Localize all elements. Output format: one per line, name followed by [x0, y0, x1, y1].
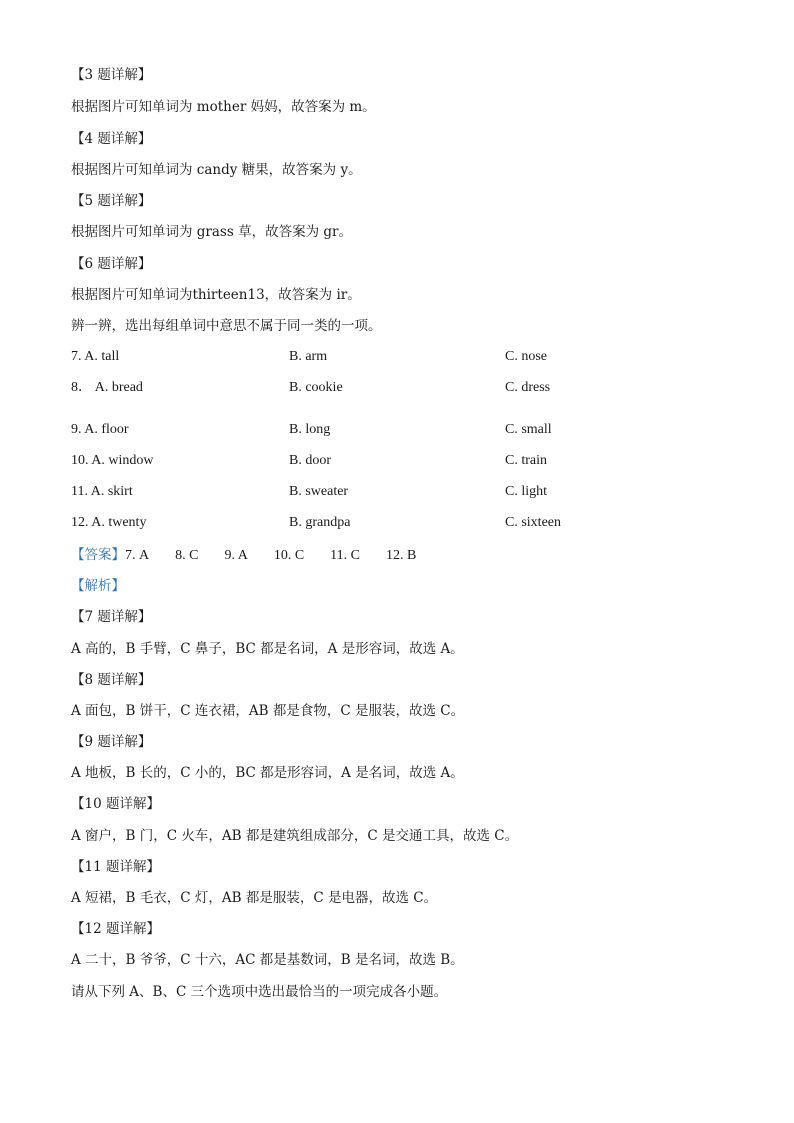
option-a: 12. A. twenty — [71, 515, 147, 530]
answer-item: 10. C — [273, 548, 305, 563]
explanation-7: A 高的，B 手臂，C 鼻子，BC 都是名词，A 是形容词，故选 A。 — [71, 641, 464, 657]
section-heading-12: 【12 题详解】 — [71, 921, 160, 937]
option-b: B. sweater — [289, 484, 349, 499]
explanation-9: A 地板，B 长的，C 小的，BC 都是形容词，A 是名词，故选 A。 — [71, 765, 464, 781]
option-b: B. grandpa — [289, 515, 351, 530]
instruction-text: 辨一辨，选出每组单词中意思不属于同一类的一项。 — [71, 318, 382, 334]
section-heading-8: 【8 题详解】 — [71, 672, 152, 688]
explanation-6: 根据图片可知单词为thirteen13，故答案为 ir。 — [71, 287, 361, 303]
section-heading-6: 【6 题详解】 — [71, 256, 152, 272]
section-heading-11: 【11 题详解】 — [71, 859, 160, 875]
explanation-5: 根据图片可知单词为 grass 草，故答案为 gr。 — [71, 224, 352, 240]
option-c: C. small — [505, 422, 552, 437]
next-instruction: 请从下列 A、B、C 三个选项中选出最恰当的一项完成各小题。 — [71, 984, 448, 1000]
option-c: C. nose — [505, 349, 547, 364]
option-a: 8． A. bread — [71, 380, 143, 395]
section-heading-9: 【9 题详解】 — [71, 734, 152, 750]
answer-item: 11. C — [330, 548, 360, 563]
option-a: 11. A. skirt — [71, 484, 133, 499]
explanation-10: A 窗户，B 门，C 火车，AB 都是建筑组成部分，C 是交通工具，故选 C。 — [71, 828, 519, 844]
question-row — [71, 481, 771, 503]
answer-item: 8. C — [175, 548, 199, 563]
explanation-8: A 面包，B 饼干，C 连衣裙，AB 都是食物，C 是服装，故选 C。 — [71, 703, 465, 719]
answer-item: 12. B — [385, 548, 417, 563]
explanation-11: A 短裙，B 毛衣，C 灯，AB 都是服装，C 是电器，故选 C。 — [71, 890, 438, 906]
option-b: B. long — [289, 422, 331, 437]
question-row — [71, 450, 771, 472]
section-heading-4: 【4 题详解】 — [71, 131, 152, 147]
option-b: B. door — [289, 453, 331, 468]
explanation-4: 根据图片可知单词为 candy 糖果，故答案为 y。 — [71, 162, 362, 178]
question-row — [71, 419, 771, 441]
option-c: C. train — [505, 453, 547, 468]
section-heading-3: 【3 题详解】 — [71, 67, 152, 83]
option-a: 10. A. window — [71, 453, 154, 468]
analysis-label: 【解析】 — [71, 578, 125, 594]
option-a: 9. A. floor — [71, 422, 129, 437]
option-a: 7. A. tall — [71, 349, 120, 364]
option-c: C. dress — [505, 380, 551, 395]
question-row — [71, 512, 771, 534]
question-row — [71, 377, 771, 399]
section-heading-10: 【10 题详解】 — [71, 796, 160, 812]
section-heading-7: 【7 题详解】 — [71, 609, 152, 625]
explanation-12: A 二十，B 爷爷，C 十六，AC 都是基数词，B 是名词，故选 B。 — [71, 952, 464, 968]
option-b: B. arm — [289, 349, 328, 364]
section-heading-5: 【5 题详解】 — [71, 193, 152, 209]
option-b: B. cookie — [289, 380, 343, 395]
answer-line — [71, 543, 442, 567]
answer-item: 7. A — [125, 548, 150, 563]
option-c: C. light — [505, 484, 548, 499]
answer-label: 【答案】 — [71, 547, 125, 563]
explanation-3: 根据图片可知单词为 mother 妈妈，故答案为 m。 — [71, 99, 376, 115]
answer-item: 9. A — [224, 548, 248, 563]
option-c: C. sixteen — [505, 515, 561, 530]
question-row — [71, 346, 771, 368]
